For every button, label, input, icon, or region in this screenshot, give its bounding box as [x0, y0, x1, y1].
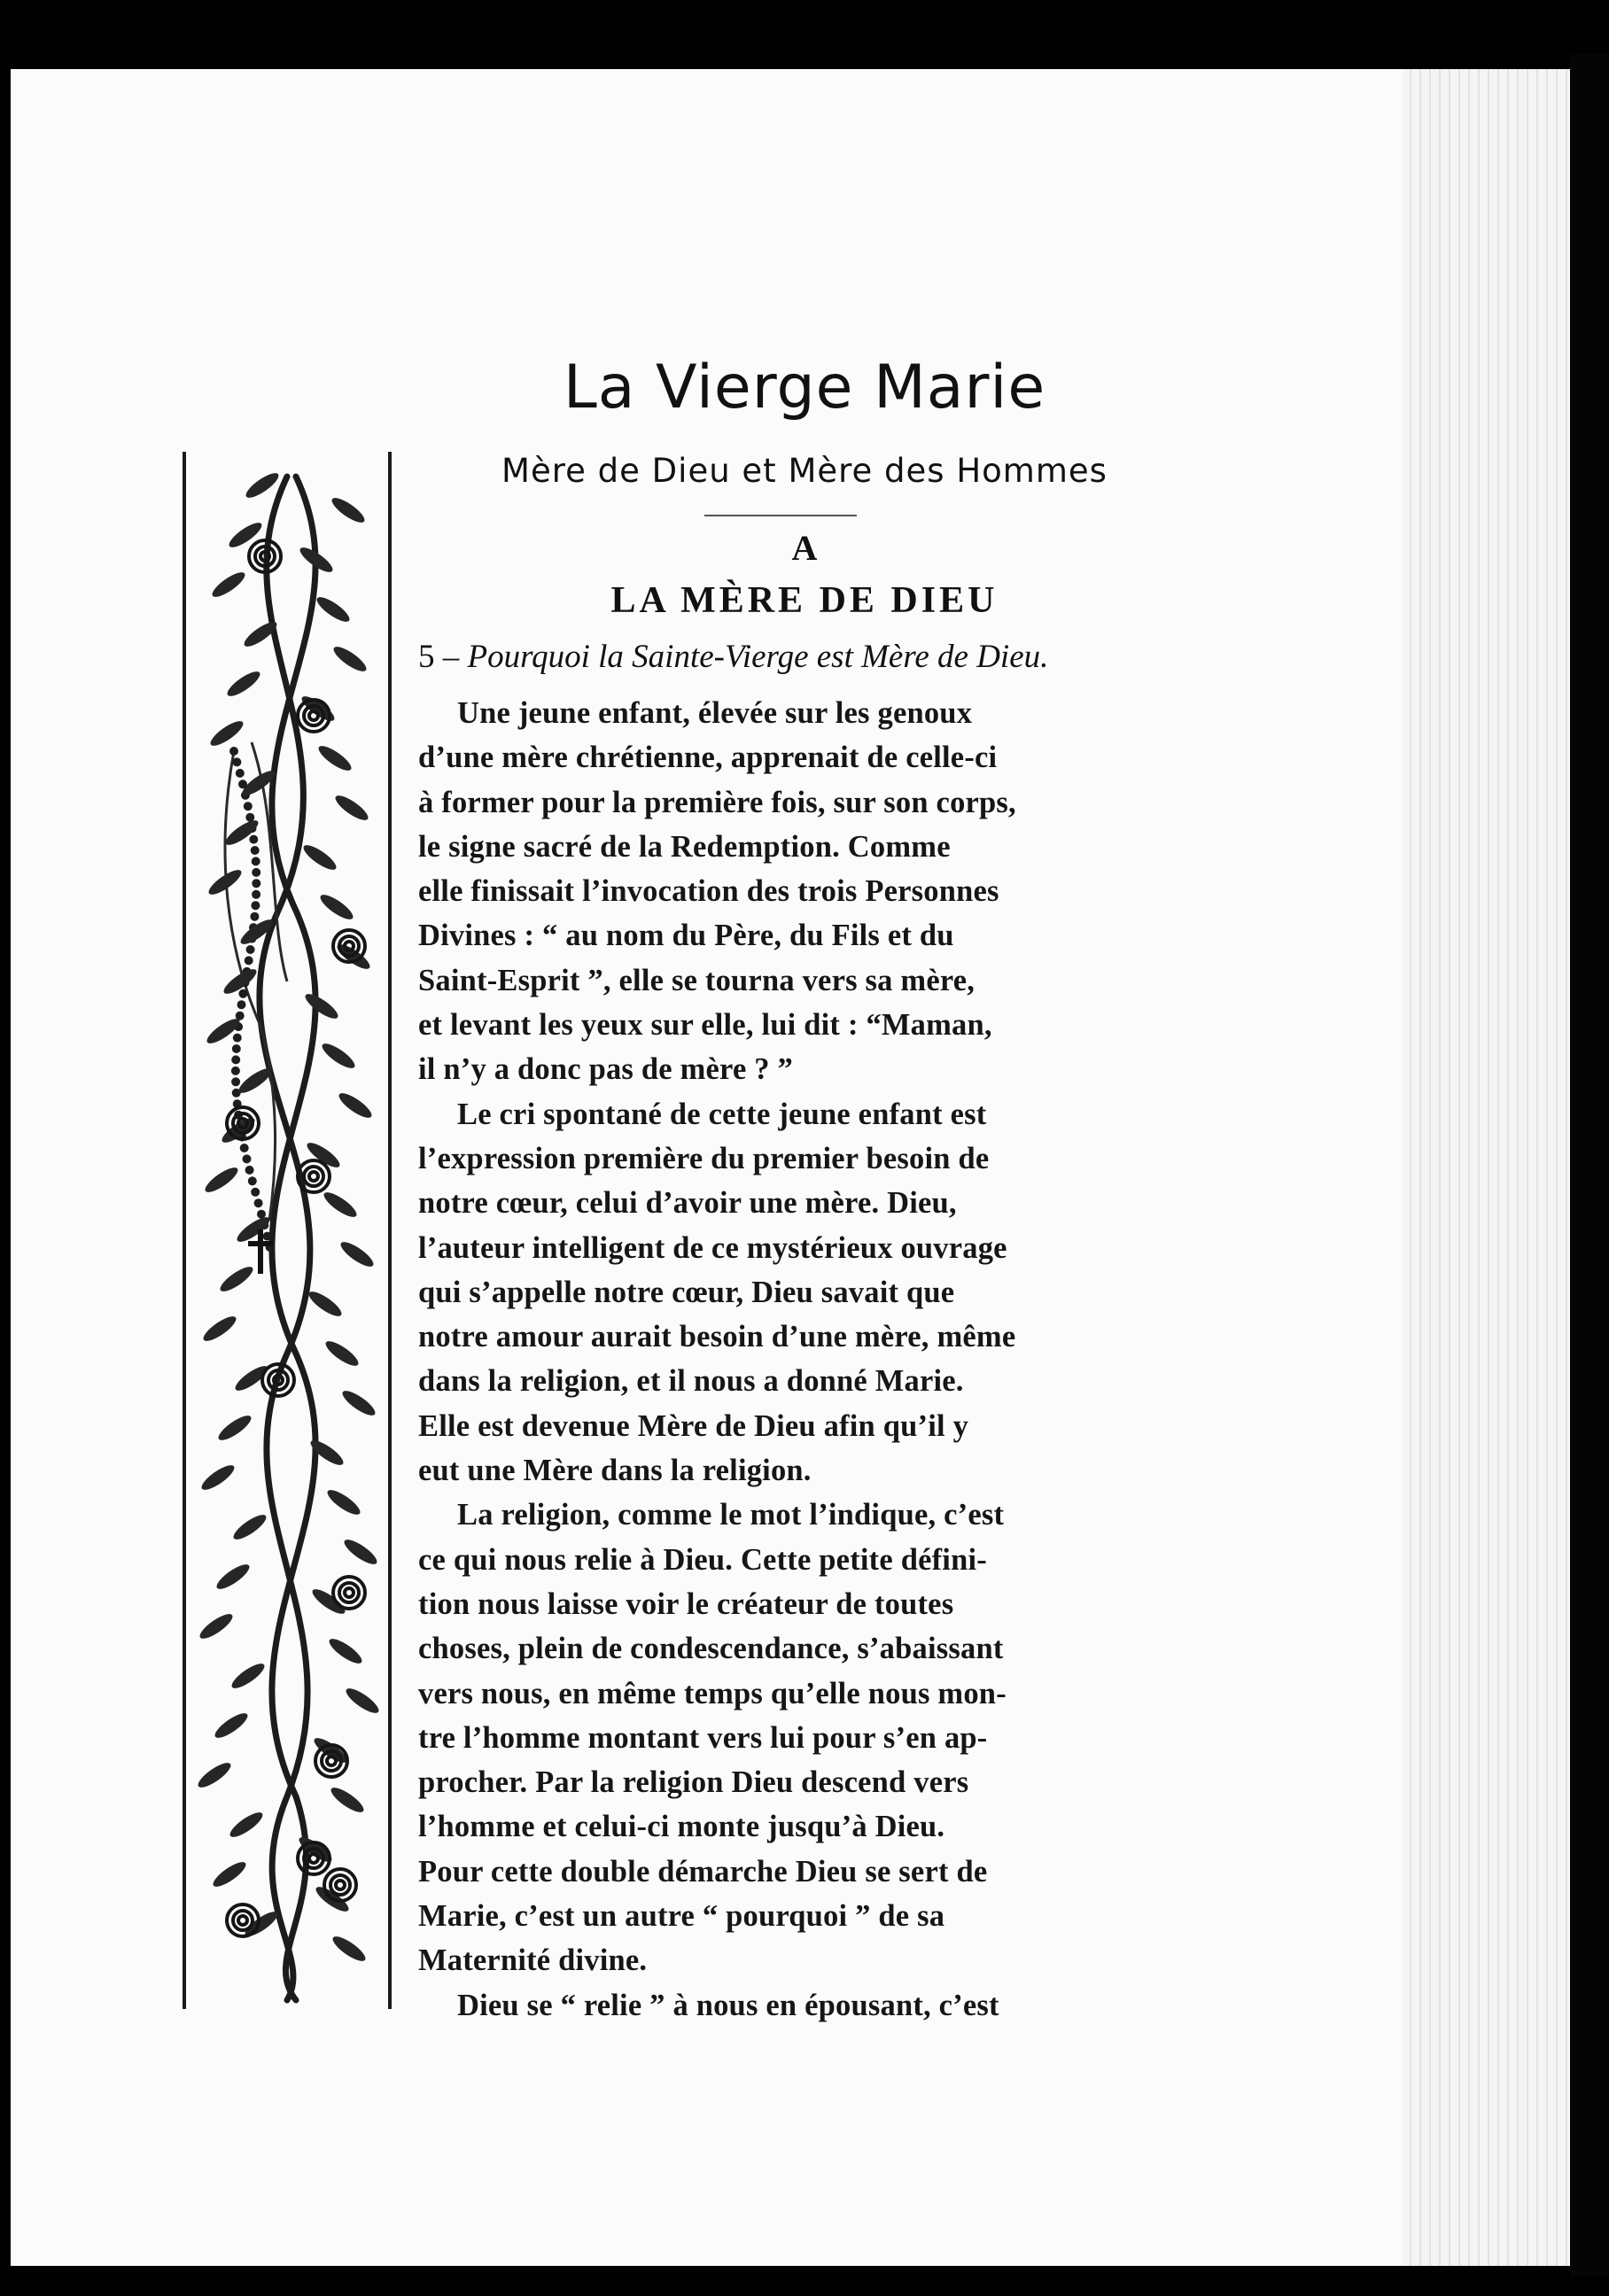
- body-line: notre amour aurait besoin d’une mère, même: [418, 1320, 1016, 1354]
- body-line: qui s’appelle notre cœur, Dieu savait que: [418, 1275, 955, 1309]
- body-line: procher. Par la religion Dieu descend vers: [418, 1765, 969, 1800]
- body-line: notre cœur, celui d’avoir une mère. Dieu,: [418, 1186, 957, 1221]
- body-line: vers nous, en même temps qu’elle nous mon-: [418, 1676, 1007, 1710]
- body-line: eut une Mère dans la religion.: [418, 1454, 812, 1488]
- body-line: l’expression première du premier besoin de: [418, 1141, 990, 1175]
- body-line: Une jeune enfant, élevée sur les genoux: [457, 696, 973, 730]
- body-line: Maternité divine.: [418, 1943, 648, 1978]
- body-line: ce qui nous relie à Dieu. Cette petite défini-: [418, 1542, 987, 1577]
- body-line: elle finissait l’invocation des trois Personnes: [418, 874, 999, 909]
- floral-rosary-border-icon: [181, 450, 399, 2011]
- body-line: l’auteur intelligent de ce mystérieux ouvrage: [418, 1230, 1007, 1265]
- section-letter: A: [791, 528, 818, 568]
- body-line: l’homme et celui-ci monte jusqu’à Dieu.: [418, 1810, 945, 1844]
- section-heading: LA MÈRE DE DIEU: [610, 580, 999, 621]
- body-line: d’une mère chrétienne, apprenait de celle-ci: [418, 741, 998, 775]
- body-line: choses, plein de condescendance, s’abaissant: [418, 1632, 1004, 1666]
- body-line: il n’y a donc pas de mère ? ”: [418, 1052, 794, 1087]
- body-line: Saint-Esprit ”, elle se tourna vers sa mère,: [418, 963, 976, 997]
- question-heading: [418, 638, 1154, 676]
- question-number: 5 –: [418, 639, 460, 675]
- body-line: dans la religion, et il nous a donné Marie.: [418, 1364, 964, 1399]
- body-line: Divines : “ au nom du Père, du Fils et du: [418, 919, 954, 953]
- page-title: La Vierge Marie: [563, 353, 1046, 423]
- body-line: Elle est devenue Mère de Dieu afin qu’il y: [418, 1408, 969, 1443]
- body-line: La religion, comme le mot l’indique, c’est: [457, 1498, 1005, 1532]
- page-subtitle: Mère de Dieu et Mère des Hommes: [501, 452, 1108, 490]
- question-text: Pourquoi la Sainte-Vierge est Mère de Dieu.: [467, 639, 1049, 675]
- body-line: Le cri spontané de cette jeune enfant est: [457, 1097, 987, 1131]
- body-line: à former pour la première fois, sur son corps,: [418, 785, 1016, 819]
- title-divider: [704, 515, 857, 516]
- body-line: et levant les yeux sur elle, lui dit : “Maman,: [418, 1008, 992, 1043]
- body-line: Pour cette double démarche Dieu se sert de: [418, 1854, 988, 1889]
- body-line: Marie, c’est un autre “ pourquoi ” de sa: [418, 1899, 945, 1934]
- body-line: tre l’homme montant vers lui pour s’en ap-: [418, 1720, 988, 1755]
- body-line: tion nous laisse voir le créateur de toutes: [418, 1586, 954, 1621]
- body-text: [418, 691, 1152, 2028]
- body-line: le signe sacré de la Redemption. Comme: [418, 829, 951, 864]
- body-line: Dieu se “ relie ” à nous en épousant, c’est: [457, 1988, 999, 2022]
